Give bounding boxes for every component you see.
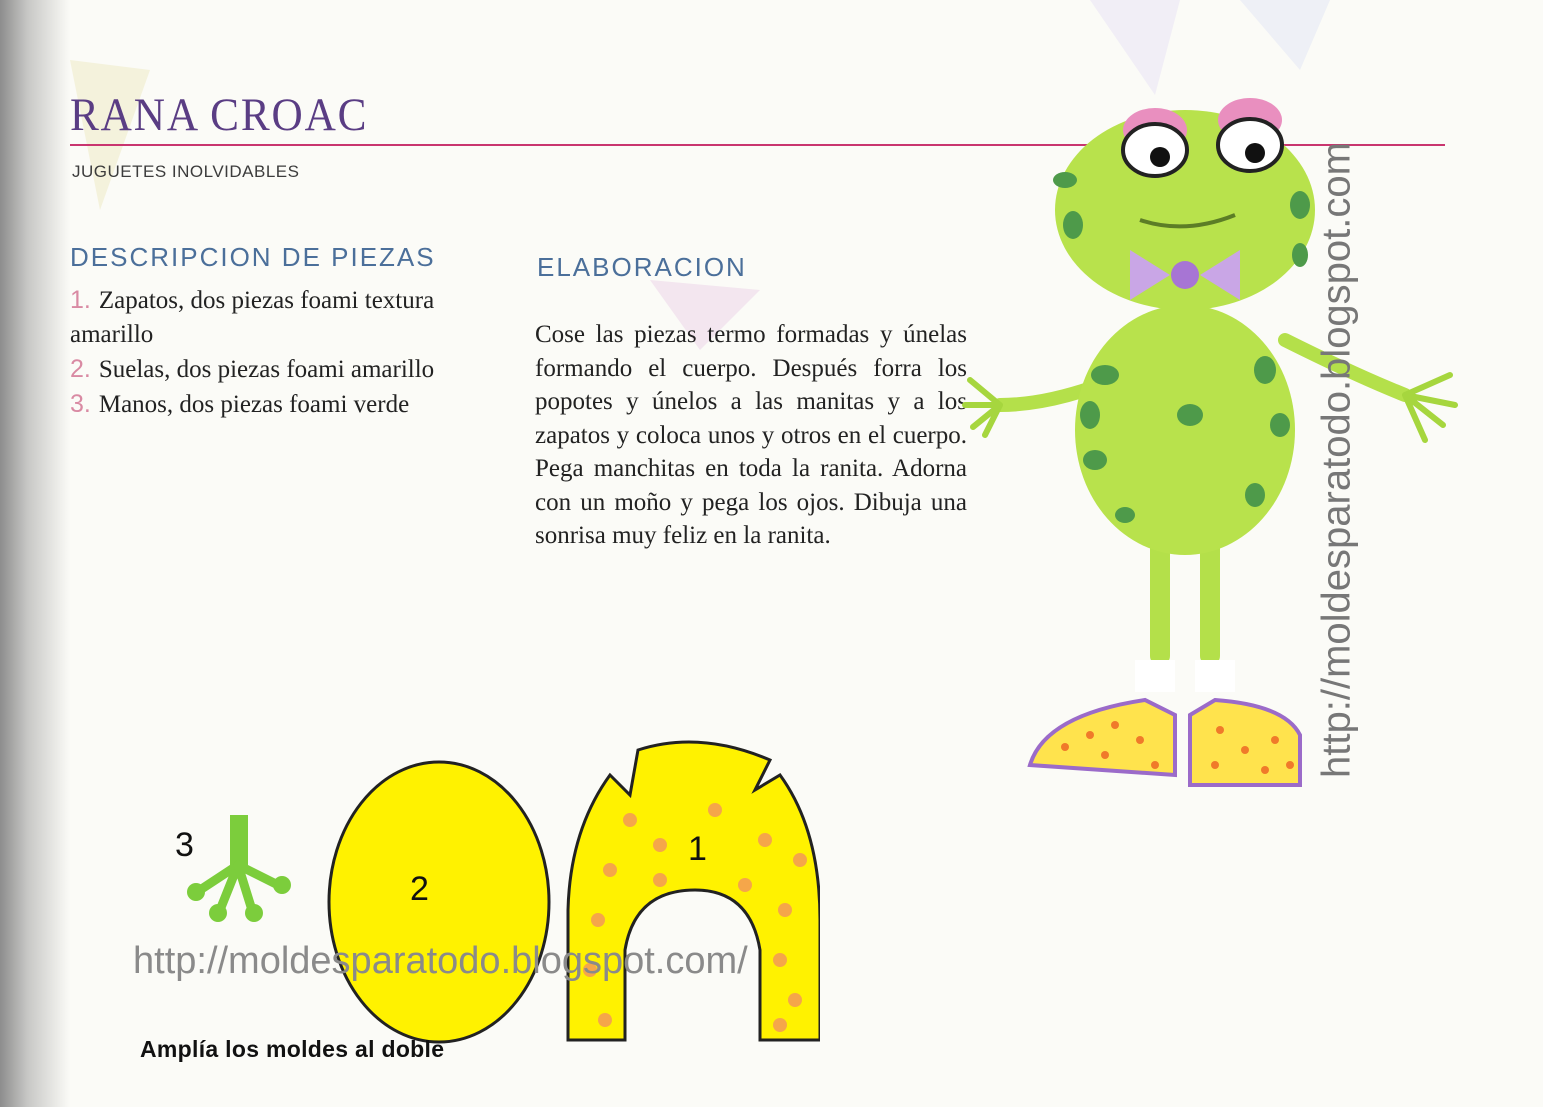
- elaboration-text: Cose las piezas termo formadas y únelas formando el cuerpo. Después forra los popotes y únelos a las manitas y a los zapatos y coloca unos y otros en el cuerpo. Pega manchitas en toda la ranita. Adorna con un moño y pega los ojos. Dibuja una sonrisa muy feliz en la ranita.: [535, 321, 967, 549]
- hand-pattern: [187, 815, 291, 922]
- frog-toy-photo: [955, 75, 1475, 795]
- sole-pattern: [329, 762, 549, 1042]
- page-title: RANA CROAC: [70, 89, 369, 141]
- enlarge-note: Amplía los moldes al doble: [140, 1036, 445, 1062]
- piece-item: [70, 387, 500, 422]
- piece-number: 3.: [70, 390, 91, 418]
- pieces-heading: DESCRIPCION DE PIEZAS: [70, 242, 436, 272]
- piece-text: Suelas, dos piezas foami amarillo: [98, 356, 435, 383]
- piece-text: Zapatos, dos piezas foami textura amarillo: [70, 287, 435, 348]
- sole-piece-number: 2: [410, 870, 429, 908]
- shoe-pattern: [568, 742, 820, 1040]
- pattern-pieces: [160, 720, 820, 1060]
- shoe-piece-number: 1: [688, 830, 707, 868]
- hand-piece-number: 3: [175, 826, 194, 864]
- vertical-watermark: http://moldesparatodo.blogspot.com: [1314, 142, 1359, 778]
- bottom-watermark: http://moldesparatodo.blogspot.com/: [133, 940, 748, 982]
- piece-number: 2.: [70, 355, 91, 383]
- piece-number: 1.: [70, 286, 91, 314]
- pieces-list: [70, 283, 500, 422]
- piece-item: [70, 283, 500, 352]
- elaboration-heading: ELABORACION: [537, 252, 747, 282]
- piece-item: [70, 352, 500, 387]
- page-subtitle: JUGUETES INOLVIDABLES: [72, 162, 300, 181]
- piece-text: Manos, dos piezas foami verde: [98, 391, 410, 418]
